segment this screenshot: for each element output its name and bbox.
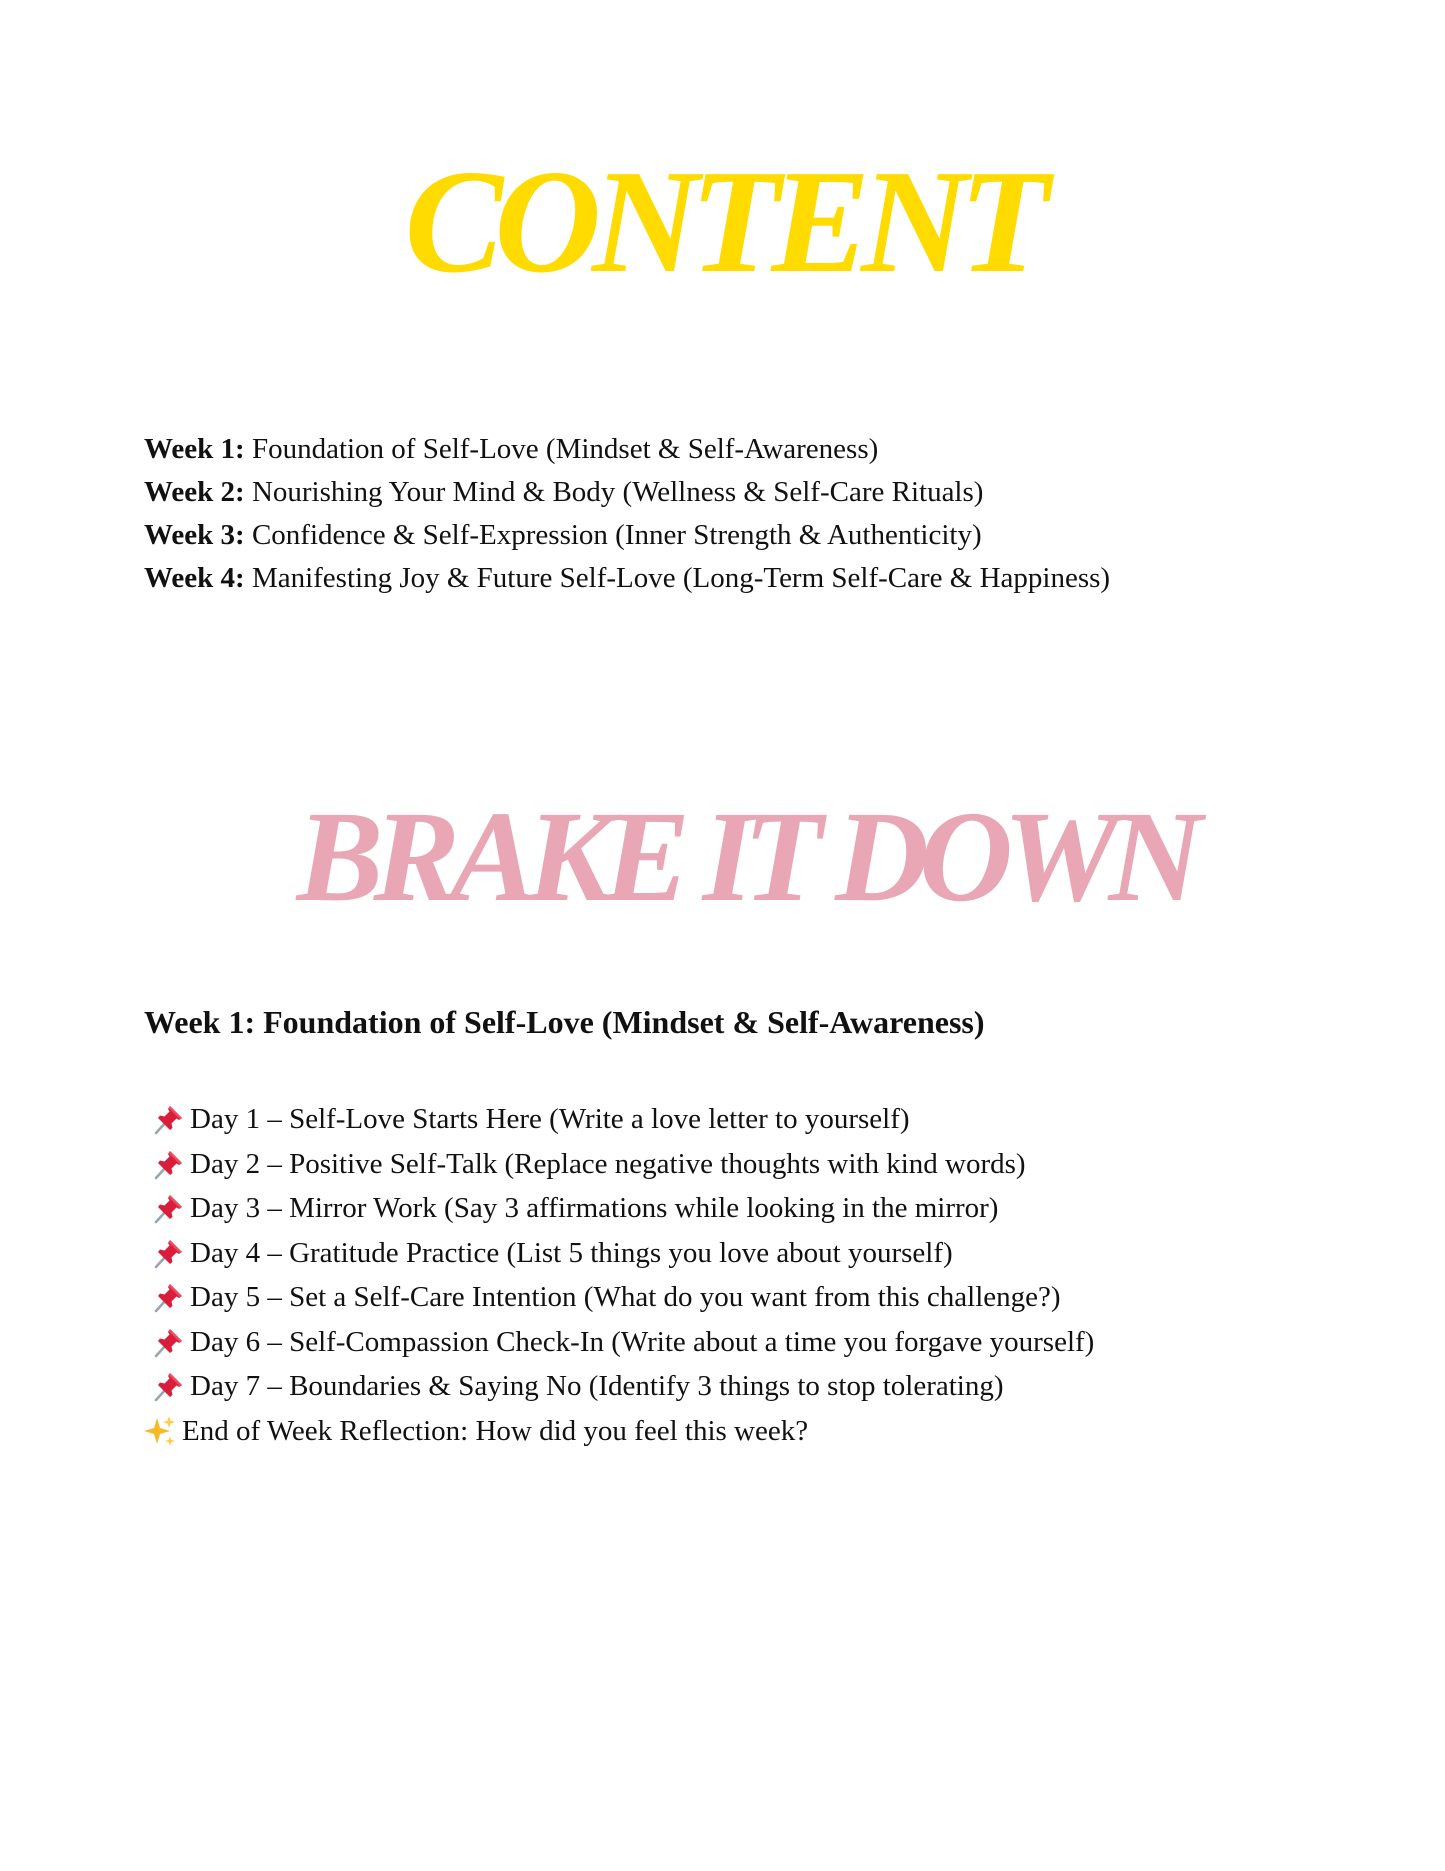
overview-item-week-2 bbox=[144, 471, 1110, 514]
day-text: Day 6 – Self-Compassion Check-In (Write about a time you forgave yourself) bbox=[190, 1325, 1095, 1358]
day-item bbox=[144, 1320, 1094, 1365]
reflection-text: End of Week Reflection: How did you feel this week? bbox=[182, 1414, 809, 1447]
day-text: Day 3 – Mirror Work (Say 3 affirmations while looking in the mirror) bbox=[190, 1192, 999, 1224]
day-text: Day 4 – Gratitude Practice (List 5 things you love about yourself) bbox=[190, 1236, 953, 1269]
day-text: Day 1 – Self-Love Starts Here (Write a love letter to yourself) bbox=[190, 1103, 910, 1135]
week-description: Confidence & Self-Expression (Inner Strength & Authenticity) bbox=[244, 519, 982, 551]
week-1-heading: Week 1: Foundation of Self-Love (Mindset & Self-Awareness) bbox=[144, 1004, 985, 1040]
week-label: Week 3: bbox=[144, 519, 245, 551]
day-text: Day 7 – Boundaries & Saying No (Identify 3 things to stop tolerating) bbox=[190, 1370, 1004, 1402]
week-description: Nourishing Your Mind & Body (Wellness & Self-Care Rituals) bbox=[244, 476, 984, 508]
week-label: Week 1: bbox=[144, 433, 245, 465]
pushpin-icon bbox=[153, 1281, 185, 1313]
day-item bbox=[144, 1231, 1094, 1276]
sparkles-icon bbox=[144, 1415, 176, 1447]
breakdown-title: BRAKE IT DOWN bbox=[296, 785, 1193, 929]
overview-item-week-4 bbox=[144, 557, 1110, 600]
day-text: Day 2 – Positive Self-Talk (Replace negative thoughts with kind words) bbox=[190, 1147, 1026, 1180]
pushpin-icon bbox=[153, 1326, 185, 1358]
pushpin-icon bbox=[153, 1192, 185, 1224]
week-label: Week 4: bbox=[144, 562, 245, 594]
day-item bbox=[144, 1364, 1094, 1409]
day-item bbox=[144, 1097, 1094, 1142]
overview-item-week-3 bbox=[144, 514, 1110, 557]
days-list bbox=[144, 1097, 1094, 1453]
pushpin-icon bbox=[153, 1237, 185, 1269]
day-item bbox=[144, 1275, 1094, 1320]
day-item bbox=[144, 1142, 1094, 1187]
week-description: Manifesting Joy & Future Self-Love (Long-Term Self-Care & Happiness) bbox=[244, 562, 1111, 594]
day-item bbox=[144, 1186, 1094, 1231]
pushpin-icon bbox=[153, 1370, 185, 1402]
reflection-item bbox=[144, 1409, 1094, 1454]
pushpin-icon bbox=[153, 1103, 185, 1135]
pushpin-icon bbox=[153, 1148, 185, 1180]
weeks-overview-list bbox=[144, 428, 1110, 600]
day-text: Day 5 – Set a Self-Care Intention (What do you want from this challenge?) bbox=[190, 1281, 1061, 1313]
content-title: CONTENT bbox=[404, 140, 1041, 304]
week-description: Foundation of Self-Love (Mindset & Self-Awareness) bbox=[244, 433, 879, 465]
week-label: Week 2: bbox=[144, 476, 245, 508]
overview-item-week-1 bbox=[144, 428, 1110, 471]
